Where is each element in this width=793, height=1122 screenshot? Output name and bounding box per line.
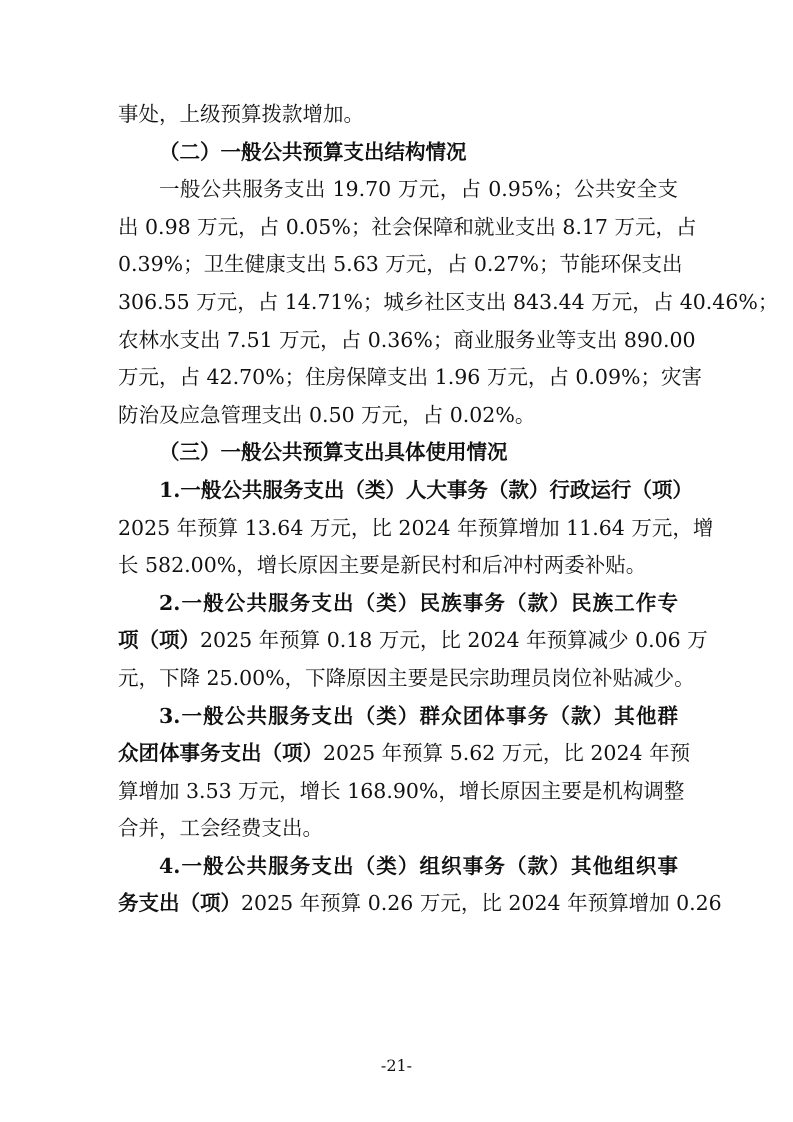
text-line: 0.39%；卫生健康支出 5.63 万元，占 0.27%；节能环保支出 (118, 252, 683, 277)
text-line: 万元，占 42.70%；住房保障支出 1.96 万元，占 0.09%；灾害 (118, 365, 702, 390)
text-line: 元，下降 25.00%，下降原因主要是民宗助理员岗位补贴减少。 (118, 665, 695, 690)
item-heading-3: 3.一般公共服务支出（类）群众团体事务（款）其他群 (159, 703, 678, 728)
text-line: 农林水支出 7.51 万元，占 0.36%；商业服务业等支出 890.00 (118, 327, 696, 352)
section-heading-2: （二）一般公共预算支出结构情况 (159, 139, 467, 164)
text-line: 2025 年预算 13.64 万元，比 2024 年预算增加 11.64 万元，增 (118, 515, 714, 540)
text-line: 防治及应急管理支出 0.50 万元，占 0.02%。 (118, 402, 536, 427)
section-heading-3: （三）一般公共预算支出具体使用情况 (159, 440, 508, 465)
text-line (118, 622, 708, 660)
text-line: 事处，上级预算拨款增加。 (118, 102, 364, 126)
item-heading-2-tail: 项（项） (118, 628, 200, 653)
item-heading-3-tail: 众团体事务支出（项） (118, 741, 323, 766)
item-text: 2025 年预算 5.62 万元，比 2024 年预 (323, 741, 691, 766)
text-line: 306.55 万元，占 14.71%；城乡社区支出 843.44 万元，占 40.46%； (118, 289, 779, 314)
item-heading-2: 2.一般公共服务支出（类）民族事务（款）民族工作专 (159, 590, 678, 615)
text-line: 出 0.98 万元，占 0.05%；社会保障和就业支出 8.17 万元，占 (118, 214, 697, 239)
text-line: 一般公共服务支出 19.70 万元，占 0.95%；公共安全支 (159, 177, 678, 202)
item-heading-4-tail: 务支出（项） (118, 891, 241, 916)
text-line: 长 582.00%，增长原因主要是新民村和后冲村两委补贴。 (118, 553, 647, 578)
text-line: 合并，工会经费支出。 (118, 816, 323, 841)
item-heading-1: 1.一般公共服务支出（类）人大事务（款）行政运行（项） (159, 477, 693, 502)
text-line: 算增加 3.53 万元，增长 168.90%，增长原因主要是机构调整 (118, 778, 685, 803)
page-number: -21- (380, 1056, 413, 1075)
text-line (118, 885, 722, 923)
item-text: 2025 年预算 0.18 万元，比 2024 年预算减少 0.06 万 (200, 628, 708, 653)
item-heading-4: 4.一般公共服务支出（类）组织事务（款）其他组织事 (159, 853, 678, 878)
item-text: 2025 年预算 0.26 万元，比 2024 年预算增加 0.26 (241, 891, 722, 916)
document-body (118, 96, 779, 923)
text-line (118, 735, 691, 773)
